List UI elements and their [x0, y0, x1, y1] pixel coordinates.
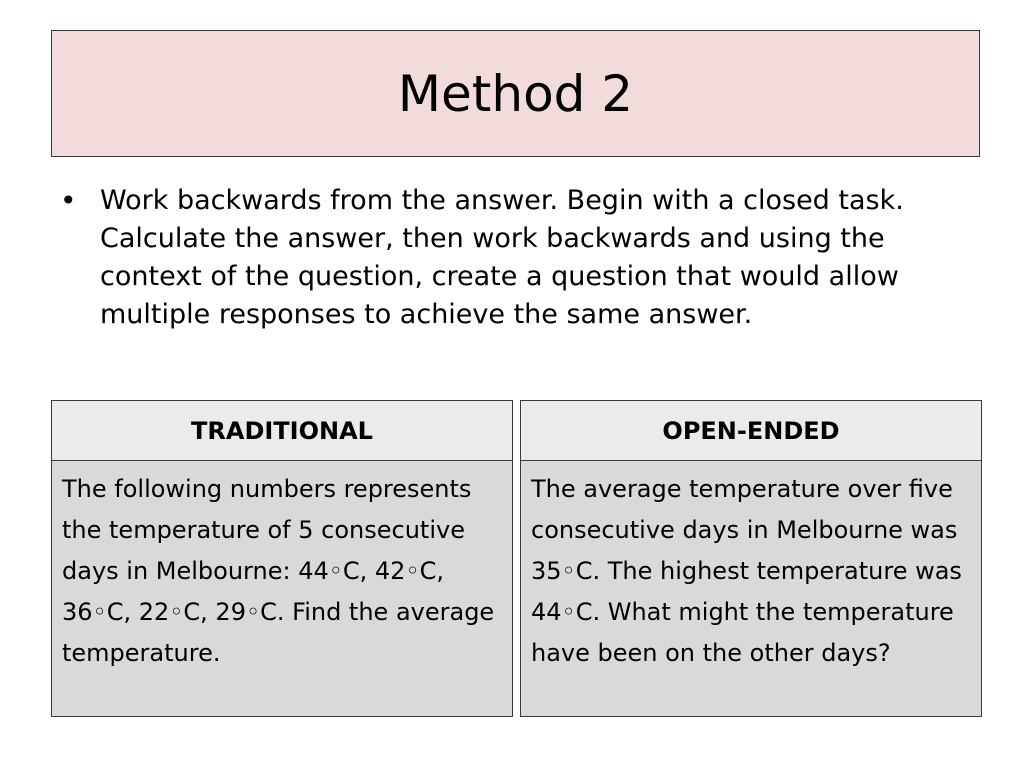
open-ended-body: The average temperature over five consecutive days in Melbourne was 35◦C. The highest temperature was 44◦C. What might the temperature have been on the other days? — [531, 475, 962, 667]
slide-title-box — [51, 30, 980, 157]
slide-title: Method 2 — [397, 64, 634, 123]
traditional-panel — [51, 400, 513, 717]
open-ended-header: OPEN-ENDED — [521, 401, 981, 461]
bullet-text: Work backwards from the answer. Begin with a closed task. Calculate the answer, then work backwards and using the context of the question, create a question that would allow multiple responses to achieve the same answer. — [100, 185, 904, 330]
bullet-icon: • — [60, 184, 77, 217]
traditional-body: The following numbers represents the temperature of 5 consecutive days in Melbourne: 44◦C, 42◦C, 36◦C, 22◦C, 29◦C. Find the average temperature. — [62, 475, 495, 667]
bullet-list — [60, 182, 940, 334]
traditional-header: TRADITIONAL — [52, 401, 512, 461]
bullet-item — [60, 182, 940, 334]
open-ended-panel — [520, 400, 982, 717]
